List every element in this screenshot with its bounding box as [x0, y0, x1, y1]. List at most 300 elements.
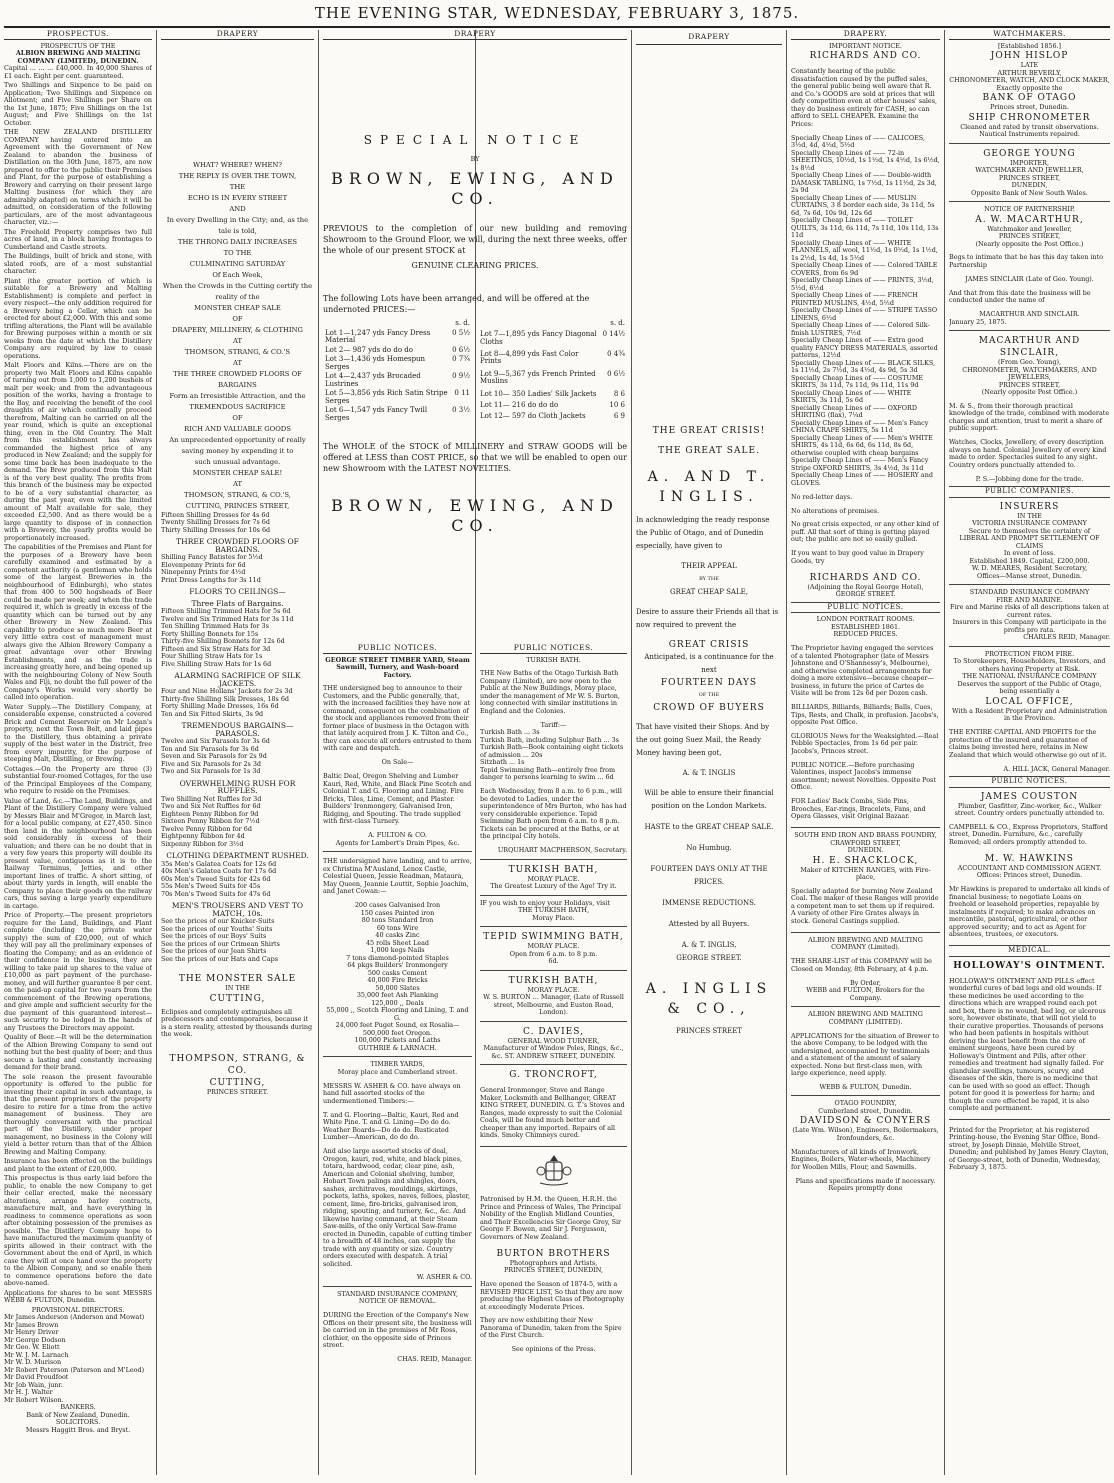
panorama: They are now exhibiting their New Panorama of Dunedin, taken from the Spire of the First Church. [480, 1316, 622, 1340]
price-line: Forty Shilling Made Dresses, 16s 6d [161, 702, 279, 710]
princes-street: PRINCES STREET [676, 1027, 742, 1035]
macarthur: A. W. MACARTHUR, [975, 214, 1084, 225]
director: Mr Geo. W. Eliott [4, 1343, 60, 1351]
divider [791, 827, 940, 828]
goods-item: 45 rolls Sheet Lead [365, 938, 430, 947]
ad-line: An unprecedented opportunity of really [169, 435, 306, 444]
column-header: DRAPERY. [791, 30, 940, 40]
divider [791, 1095, 940, 1096]
column-drapery-richards [791, 30, 940, 1475]
inglis-name: A. AND T. INGLIS. [647, 469, 771, 505]
importer: IMPORTER, [1009, 158, 1050, 167]
thomson-strang-ad [161, 160, 314, 512]
price-line: Twenty Shilling Dresses for 7s 6d [161, 518, 270, 526]
price-line: Sixteen Penny Ribbon for 7½d [161, 817, 260, 825]
director: Mr Henry Driver [4, 1328, 59, 1336]
price-heading: FLOORS TO CEILINGS— [189, 587, 286, 596]
price-line: Five and Six Parasols for 2s 3d [161, 759, 262, 768]
column-header: DRAPERY [323, 30, 627, 40]
hawkins-body: Mr Hawkins is prepared to undertake all kinds of financial business; to negotiate Loans on freehold or leasehold properties, repayable by instalments if required; to make advances on mercantile, pastoral, agricultural, or other approved security; and to act as Agent for absentees, trustees, or executors. [949, 885, 1110, 939]
paragraph: This prospectus is thus early laid before the public, to enable the new Company to get their cellar erected, make the necessary alterations, arrange barley contracts, manufacture malt, and have everything in readiness to commence operations as soon after obtaining possession of the premises as possible. The Distillery Company hope to have manufactured the maximum quantity of spirits allowed in their contract with the Government about the end of April, in which case they will at once hand over the property to the Albion Company, and so enable them to commence operations before the date above-named. [4, 1174, 152, 1287]
column-drapery-thomson [161, 30, 314, 1475]
ad-line: AT [232, 336, 243, 345]
princes-4: PRINCES STREET, [998, 380, 1061, 389]
brown-ewing-ad [323, 30, 627, 642]
event: In event of loss. [1003, 549, 1056, 558]
estab: ESTABLISHED 1861. [830, 622, 901, 631]
goods-item: 50,000 Slates [375, 983, 420, 992]
ad-line: THE [229, 182, 246, 191]
masthead [0, 0, 1114, 28]
victoria-body: Secure to themselves the certainty of [968, 526, 1091, 535]
ad-line: TREMENDOUS SACRIFICE [189, 402, 286, 411]
press: See opinions of the Press. [511, 1345, 596, 1354]
plans: Plans and specifications made if necessary. [795, 1176, 936, 1185]
price-line: Specially Cheap Lines of —— FRENCH PRINTED MUSLINS, 4½d, 5½d [791, 291, 918, 307]
column-drapery-inglis [636, 30, 782, 1475]
thomson-price-lists [161, 512, 314, 964]
section-heading: PUBLIC NOTICES. [791, 602, 940, 614]
ad-line: THE REPLY IS OVER THE TOWN, [178, 171, 297, 180]
appeal: THEIR APPEAL [681, 562, 737, 570]
goods-item: 80 tons Standard Iron [361, 916, 434, 925]
foundry: SOUTH END IRON AND BRASS FOUNDRY, CRAWFORD STREET, [794, 831, 937, 847]
hill: A. HILL JACK, General Manager. [1003, 764, 1110, 773]
ad-line: THE THREE CROWDED FLOORS OF [173, 369, 302, 378]
lots-header-row [478, 319, 627, 330]
price-line: Eighteen Penny Ribbon for 9d [161, 809, 259, 818]
cleaned: Cleaned and rated by transit observations. Nautical Instruments repaired. [960, 122, 1099, 138]
hawkins-addr: Offices: Princes street, Dunedin. [976, 871, 1083, 880]
cutting-2: CUTTING, [209, 1077, 266, 1088]
fire-body: Fire and Marine risks of all descriptions taken at current rates. [950, 603, 1109, 619]
ad-line: Form an Irresistible Attraction, and the [169, 391, 306, 400]
price-line: 55s Men's Tweed Suits for 45s [161, 882, 261, 890]
moray-2: Moray Place. [532, 913, 575, 922]
ad-line: BARGAINS [218, 380, 257, 389]
masthead-rule [4, 26, 1110, 28]
director: Mr David Proudfoot [4, 1373, 69, 1381]
ad-line: ECHO IS IN EVERY STREET [187, 193, 288, 202]
for-ladies: FOR Ladies' Back Combs, Side Pins, Brooches, Ear-rings, Bracelets, Fans, and Opera Glasses, visit Original Bazaar. [791, 797, 926, 821]
price-line: Specially Cheap Lines of —— Men's Fancy Stripe OXFORD SHIRTS, 3s 4½d, 3s 11d [791, 456, 929, 472]
guthrie: GUTHRIE & LARNACH. [358, 1043, 437, 1052]
lot-price: 0 14½ [602, 330, 625, 339]
column-rule [318, 30, 319, 1475]
princes-3: PRINCES STREET, [998, 232, 1061, 240]
goods-item: 200 cases Galvanised Iron [354, 901, 441, 910]
great-crisis-2: GREAT CRISIS [668, 640, 750, 650]
paragraph: The sole reason the present favourable opportunity is offered to the public for investing their capital in such advantage, is that the present proprietors of the property desire to retire for a time from the active management of business. They are thoroughly conversant with the practical part of the Distillery, under proper management, no business in the Colony will yield a better return than that of the Albion Brewing and Malting Company. [4, 1072, 152, 1156]
monster-sale: THE MONSTER SALE [178, 974, 297, 984]
lots-header-cell [478, 319, 601, 330]
by: BY [470, 154, 480, 163]
ad-line: RICH AND VALUABLE GOODS [184, 424, 291, 433]
lot-price: 8 6 [613, 389, 625, 398]
paragraph: Plant (the greater portion of which is suitable for a Brewery and Malting Establishment) is complete and perfect in every respect—the only addition required for a Brewery being a Cellar, which can be erected for about £2,000. With this and some trifling alterations, the Plant will be available for Brewing purposes within a month or six weeks from the date at which the Distillery Company are required by law to cease operations. [4, 276, 152, 360]
in-the: IN THE [1017, 511, 1042, 520]
price-line: Print Dress Lengths for 3s 11d [161, 575, 261, 584]
paragraph: Cottages.—On the Property are three (3) substantial four-roomed Cottages, for the use of the Principal Employees of the Company, who require to reside on the Premises. [4, 764, 152, 795]
lot-description: Lot 7—1,895 yds Fancy Diagonal Cloths [480, 330, 597, 346]
lot-row [323, 355, 472, 372]
price-heading: Three Flats of Bargains. [191, 598, 284, 608]
asher-items: T. and G. Flooring—Baltic, Kauri, Red and White Pine. T. and G. Lining—Do do do. Weather Boards—Do do do. Rusticated Lumber—American, do do do. [323, 1110, 459, 1142]
column-rule [944, 30, 945, 1475]
great-sale: THE GREAT SALE. [658, 446, 760, 456]
burton-addr: PRINCES STREET, DUNEDIN, [504, 1266, 603, 1275]
director: Mr George Dodson [4, 1335, 66, 1344]
goods-item: 125,000 ,, Deals [371, 998, 424, 1007]
divider [949, 646, 1110, 647]
price-line: Ten Shilling Trimmed Hats for 3s [161, 622, 269, 630]
price-line: See the prices of our Jean Shirts [161, 947, 267, 955]
albion-2: ALBION BREWING AND MALTING COMPANY (LIMITED). [808, 1010, 923, 1026]
price-line: Five Shilling Straw Hats for 1s 6d [161, 659, 272, 668]
price-line: Eightpenny Ribbon for 4d [161, 832, 245, 840]
established: [Established 1856.] [997, 41, 1062, 50]
price-line: Specially Cheap Lines of —— WHITE FLANNELS, all wool, 11½d, 1s 0½d, 1s 1½d, 1s 2½d, 1s 4d, 1s 5½d [791, 238, 938, 262]
lot-row [323, 346, 472, 356]
reduced: REDUCED PRICES. [833, 630, 898, 639]
ad-line: Of Each Week, [212, 270, 263, 279]
divider [480, 1064, 627, 1065]
national: THE NATIONAL INSURANCE COMPANY [962, 672, 1097, 681]
lot-price: 0 6½ [452, 345, 470, 354]
lot-price: 0 11 [454, 389, 470, 397]
lot-description: Lot 8—4,899 yds Fast Color Prints [480, 349, 579, 366]
goods-item: 1,000 kegs Nails [370, 946, 425, 955]
ad-line: AND [229, 204, 246, 213]
important-notice: IMPORTANT NOTICE. [829, 41, 902, 50]
holloway-body: HOLLOWAY'S OINTMENT AND PILLS effect wonderful cures of bad legs and old wounds. If these medicines be used according to the directions which are wrapped round each pot and box, there is no wound, bad leg, or ulcerous sore, however obstinate, that will not yield to their curative properties. Thousands of persons who had been patients in hospitals without deriving the least benefit from the care of eminent surgeons, have been cured by Holloway's Ointment and Pills, after other remedies and treatment had signally failed. For glandular swellings, tumours, scurvy, and diseases of the skin, there is no medicine that can be used with so good an effect. Though potent for good it is powerless for harm; and though the cure effected be rapid, it is also complete and permanent. [949, 976, 1106, 1113]
asher-body: And also large assorted stocks of deal, Oregon, kauri, red, white, and black pines, totara, hardwood, cedar, clear pine, ash, American and Colonial shelving, lumber, Hobart Town palings and shingles, doors, sashes, architraves, mouldings, skirtings, pockets, laths, spokes, naves, felloes, plaster, cement, lime, fire-bricks, galvanised iron, ridging, spouting, and turnery, &c., &c. And likewise having command, at their Steam Saw-mills, of the only Vertical Saw-frame erected in Dunedin, capable of cutting timber to a breadth of 48 inches, can supply the trade with any quantity or size. Country orders executed with despatch. A trial solicited. [323, 1147, 472, 1268]
opp-bank: Opposite Bank of New South Wales. [971, 188, 1088, 197]
bath-2: TURKISH BATH, [508, 864, 599, 875]
share-list: THE SHARE-LIST of this COMPANY will be Closed on Monday, 8th February, at 4 p.m. [791, 957, 932, 973]
tariff-item: Tepid Swimming Bath—entirely free from danger to persons learning to swim ... 6d [480, 765, 616, 782]
thompson-name: THOMPSON, STRANG, & CO. [169, 1053, 306, 1076]
price-line: Specially Cheap Lines of —— CALICOES, 3½d, 4d, 4½d, 5½d [791, 133, 925, 150]
price-line: Specially Cheap Lines of —— 72-in SHEETINGS, 10½d, 1s 1½d, 1s 4½d, 1s 6½d, 1s 8½d [791, 148, 940, 172]
immense: IMMENSE REDUCTIONS. [662, 899, 756, 907]
column-header: WATCHMAKERS. [949, 30, 1110, 40]
price-line: Forty Shilling Bonnets for 15s [161, 629, 259, 638]
lots-left [323, 319, 472, 423]
firm-name-2: BROWN, EWING, AND CO. [331, 496, 619, 535]
sixd: 6d. [548, 957, 559, 966]
beverly: ARTHUR BEVERLY, [997, 68, 1062, 77]
divider [480, 926, 627, 927]
hawkins-sub: ACCOUNTANT AND COMMISSION AGENT. [957, 863, 1102, 872]
solicitors: Messrs Haggitt Bros. and Bryst. [25, 1425, 131, 1434]
price-line: Two Shilling Net Ruffles for 3d [161, 794, 262, 803]
goods-item: 7 tons diamond-pointed Staples [346, 953, 449, 962]
ack: In acknowledging the ready response the Public of Otago, and of Dunedin especially, have given to [636, 516, 770, 550]
divider [480, 859, 627, 860]
paragraph: Quality of Beer.—It will be the determination of the Albion Brewing Company to send out nothing but the best quality of beer; and thus secure a lasting and constantly increasing demand for their brand. [4, 1033, 152, 1071]
column-public-notices-1 [323, 644, 472, 1475]
sign-2: GEORGE STREET. [676, 954, 742, 962]
divider [480, 1021, 627, 1022]
holloway: HOLLOWAY'S OINTMENT. [953, 960, 1106, 971]
price-line: See the prices of our Crimean Shirts [161, 939, 280, 948]
of-the: OF THE [698, 692, 720, 698]
big-name: A. INGLIS & CO., [645, 981, 773, 1017]
hawkins: M. W. HAWKINS [985, 853, 1074, 864]
ad-line: When the Crowds in the Cutting certify the [162, 281, 313, 290]
lot-price: 0 5½ [452, 328, 470, 337]
timber-body: THE undersigned beg to announce to their Customers, and the Public generally, that, with the increased facilities they have now at command, consequent on the combination of the stock and appliances removed from their former place of business in the Octagon with that lately acquired from J. K. Tilton and Co., they can execute all orders entrusted to them with care and despatch. [323, 684, 472, 753]
price-line: Four Shilling Straw Hats for 1s [161, 652, 263, 660]
public-notice: PUBLIC NOTICE.—Before purchasing Valentines, inspect Jacobs's immense assortment; newest Novelties. Opposite Post Office. [791, 760, 936, 792]
agents: Agents for Lambert's Drain Pipes, &c. [335, 838, 460, 847]
tariff-item: Turkish Bath ... 3s [480, 728, 540, 737]
richards-name-2: RICHARDS AND CO. [809, 572, 922, 583]
lot-description: Lot 11— 216 do do do [480, 400, 559, 409]
attested: Attested by all Buyers. [668, 920, 750, 928]
bankers-heading: BANKERS. [60, 1403, 96, 1411]
firm: MACARTHUR AND SINCLAIR. [979, 310, 1080, 319]
column-rule [631, 30, 632, 1475]
paragraph: Value of Land, &c.—The Land, Buildings, and Plant of the Distillery Company were valued by Messrs Blair and M'Gregor, in March last, for a local public company, at £27,450. Since then land in the neighbourhood has been sold considerably in excess of their valuation; and there can be no doubt that in a very few years this property will double its present value, contiguous as it is to the Railway Terminus, Jetties, and other important lines of traffic. A short sitting, of about thirty yards in length, will enable the Company to place their goods on the railway cars, thus saving a large yearly expenditure in cartage. [4, 796, 152, 910]
princes-street: PRINCES STREET. [206, 1087, 269, 1096]
offices: Offices—Manse street, Dunedin. [977, 571, 1082, 580]
ladies: Each Wednesday, from 8 a.m. to 6 p.m., will be devoted to Ladies, under the superintendence of Mrs Burton, who has had very considerable experience. Tepid Swimming Bath open from 6 a.m. to 8 p.m. Tickets can be procured at the Baths, or at the principal City hotels. [480, 787, 627, 841]
ad-line: such unusual advantage. [194, 457, 281, 466]
no-3: No great crisis expected, or any other kind of puff. All that sort of thing is getting played out; the public are not so easily gulled. [791, 520, 939, 544]
intro: PREVIOUS to the completion of our new building and removing Showroom to the Ground Floor, we will, during the next three weeks, offer the whole of our present STOCK at [323, 224, 627, 255]
price-line: Specially Cheap Lines of —— COSTUME SKIRTS, 3s 11d, 7s 11d, 9s 11d, 11s 9d [791, 373, 924, 390]
divider [323, 1056, 472, 1057]
desire: Desire to assure their Friends all that is now required to prevent the [636, 608, 779, 629]
lot-description: Lot 10— 350 Ladies' Silk Jackets [480, 389, 597, 398]
lot-row [478, 350, 627, 370]
goods-list [323, 902, 472, 1045]
paragraph: Two Shillings and Sixpence to be paid on Application; Two Shillings and Sixpence on Allotment; and Five Shillings per Share on the 1st June, 1875; Five Shillings on the 1st August; and Five Shillings on the 1st October. [4, 81, 152, 127]
protection: PROTECTION FROM FIRE. [984, 649, 1075, 658]
ad-line: DRAPERY, MILLINERY, & CLOTHING [172, 325, 303, 334]
goods-item: 64 pkgs Builders' Ironmongery [347, 961, 448, 970]
price-line: Ninepenny Prints for 4½d [161, 568, 246, 576]
bank: BANK OF OTAGO [982, 93, 1077, 103]
ad-line: MONSTER CHEAP SALE! [192, 468, 283, 477]
applications: APPLICATIONS for the situation of Brewer to the above Company, to be lodged with the undersigned, accompanied by testimonials and a statement of the amount of salary expected. None but first-class men, with large experience, need apply. [791, 1031, 939, 1078]
ad-line: CULMINATING SATURDAY [189, 259, 286, 268]
davidson-sub: (Late Wm. Wilson), Engineers, Boilermakers, Ironfounders, &c. [792, 1126, 939, 1142]
divider [791, 1006, 940, 1007]
tariff: Tariff:— [540, 720, 567, 729]
haste: HASTE to the GREAT CHEAP SALE. [644, 823, 774, 831]
eclipse-text: Eclipses and completely extinguishes all predecessors and contemporaries, because it is a stern reality, attested by thousands during the week. [161, 1007, 313, 1038]
column-header: PUBLIC NOTICES. [323, 644, 472, 654]
divider [323, 851, 472, 852]
price-line: Specially Cheap Lines of —— Colored TABLE COVERS, from 6s 9d [791, 261, 938, 277]
moray-3: MORAY PLACE. [527, 942, 580, 951]
meares: W. D. MEARES, Resident Secretary, [971, 564, 1088, 573]
director: Mr Robert Paterson (Paterson and M'Leod) [4, 1365, 145, 1374]
in-the: IN THE [225, 984, 250, 992]
davies-sub: GENERAL WOOD TURNER, [507, 1036, 600, 1045]
standard: STANDARD INSURANCE COMPANY [969, 588, 1090, 597]
webb: WEBB and FULTON, Brokers for the Company. [806, 986, 925, 1002]
lot-price: 0 4¾ [607, 349, 625, 358]
lots-intro: The following Lots have been arranged, and will be offered at the undernoted PRICES:— [323, 294, 590, 314]
company-name: ALBION BREWING AND MALTING COMPANY (LIMITED), DUNEDIN. [15, 49, 141, 65]
column-header: PROSPECTUS. [4, 30, 152, 40]
price-line: Specially Cheap Lines of —— PRINTS, 3½d, 5½d, 6½d [791, 276, 934, 292]
directors-list [4, 1314, 152, 1404]
price-line: Ten and Six Fitted Skirts, 3s 9d [161, 709, 264, 718]
director: Mr James Anderson (Anderson and Mowat) [4, 1313, 145, 1321]
begs: Begs to intimate that he has this day taken into Partnership [949, 253, 1103, 269]
lot-description: Lot 3—1,436 yds Homespun Serges [325, 355, 426, 371]
divider [323, 1286, 472, 1287]
princes: Princes street, Dunedin. [990, 103, 1069, 111]
column-rule [786, 30, 787, 1475]
price-line: See the prices of our Hats and Caps [161, 954, 279, 963]
late: LATE [1020, 61, 1039, 69]
director: Mr James Brown [4, 1320, 59, 1329]
opposite: Exactly opposite the [996, 83, 1063, 92]
price-line: Fifteen and Six Straw Hats for 3d [161, 644, 271, 653]
price-heading: THREE CROWDED FLOORS OF BARGAINS. [176, 537, 299, 554]
hislop: JOHN HISLOP [990, 51, 1069, 61]
richards-body: Constantly hearing of the public dissatisfaction caused by the puffed sales, the general public being well aware that R. and Co.'s GOODS are sold at prices that will defy competition even at other houses' sales, they do business entirely for CASH, so can afford to SELL CHEAPER. Examine the Prices: [791, 67, 938, 128]
davidson: DAVIDSON & CONYERS [799, 1116, 932, 1127]
price-line: Two and Six Parasols for 1s 3d [161, 767, 261, 775]
capital: Capital ... ... ... £40,000. In 40,000 Shares of £1 each. Eight per cent. guaranteed. [4, 64, 152, 80]
price-line: Specially Cheap Lines of —— Colored Silk-finish LUSTRES, 7½d [791, 321, 930, 337]
burton: W. S. BURTON ... Manager, (Late of Russell street, Melbourne, and Euston Road, London). [483, 993, 624, 1017]
cheap-sale: GREAT CHEAP SALE, [670, 588, 748, 596]
estab-2: Established 1849. Capital, £200,000. [969, 556, 1090, 565]
newspaper-title: THE EVENING STAR, WEDNESDAY, FEBRUARY 3, 1875. [314, 4, 800, 22]
section-heading: MEDICAL. [949, 945, 1110, 957]
no-2: No alterations of premises. [791, 506, 880, 515]
on-sale: On Sale— [381, 758, 414, 767]
open: Open from 6 a.m. to 8 p.m. [509, 949, 598, 958]
column-header: PUBLIC NOTICES. [480, 644, 627, 654]
price-line: Specially Cheap Lines of —— Double-width DAMASK TABLING, 1s 7½d, 1s 11½d, 2s 3d, 2s 9d [791, 171, 937, 195]
asher-sign: W. ASHER & CO. [416, 1273, 472, 1282]
sinclair: JAMES SINCLAIR (Late of Geo. Young). [965, 274, 1094, 283]
ad-line: reality of the [215, 292, 260, 301]
lot-price: 10 6 [609, 400, 625, 409]
royal-arms-icon [480, 1153, 627, 1190]
price-line: 60s Men's Tweed Suits for 42s 6d [161, 874, 271, 883]
ms: M. & S., from their thorough practical knowledge of the trade, combined with moderate charges and attention, trust to merit a share of public support. [949, 401, 1110, 433]
removal: NOTICE OF REMOVAL. [358, 1297, 437, 1306]
lot-row [478, 401, 627, 412]
column-public-notices-2 [480, 644, 627, 1475]
lot-row [478, 390, 627, 401]
fourteen-2: FOURTEEN DAYS ONLY AT THE PRICES. [650, 865, 768, 886]
tepid: TEPID SWIMMING BATH, [483, 932, 624, 943]
price-line: Twelve Penny Ribbon for 6d [161, 824, 252, 833]
dunedin: DUNEDIN, [1011, 181, 1048, 189]
reid: CHAS. REID, Manager. [397, 1355, 472, 1364]
lots-header-cell: s. d. [610, 319, 625, 327]
price-line: See the prices of our Boys' Suits [161, 932, 267, 940]
entire: THE ENTIRE CAPITAL AND PROFITS for the protection of the insured and guarantee of claims being invested here, retains in New Zealand that which would otherwise go out of it. [949, 728, 1107, 759]
tariff-list [480, 729, 627, 782]
column-prospectus [4, 30, 152, 1475]
column-rule [156, 30, 157, 1475]
lot-price: 0 9½ [452, 372, 470, 380]
troncroft-body: General Ironmonger, Stove and Range Maker, Locksmith and Bellhanger, GREAT KING STREET, DUNEDIN. G. T.'s Stoves and Ranges, made expressly to suit the Colonial Coals, will be found much better and cheaper than any imported. Repairs of all kinds. Smoky Chimneys cured. [480, 1086, 625, 1140]
goods-item: 40,000 Fire Bricks [367, 976, 428, 985]
maker-body: Specially adapted for burning New Zealand Coal. The maker of these Ranges will provide a competent man to set them up if required. A variety of other Fire Grates always in stock. General Castings supplied. [791, 886, 939, 925]
burton-sub: Photographers and Artists, [509, 1258, 598, 1267]
price-line: Two and Six Net Ruffles for 6d [161, 802, 261, 810]
burton-brothers: BURTON BROTHERS [496, 1248, 611, 1259]
moray: MORAY PLACE. [527, 874, 580, 883]
bath-3: THE TURKISH BATH, [517, 906, 590, 915]
price-heading: ALARMING SACRIFICE OF SILK JACKETS. [174, 671, 301, 688]
able: Will be able to ensure their financial position on the London Markets. [644, 789, 774, 810]
paragraph: The Buildings, built of brick and stone, with slated roofs, are of a most substantial character. [4, 252, 152, 275]
price-line: Shilling Fancy Batistes for 5½d [161, 553, 263, 561]
lot-description: Lot 4—2,437 yds Brocaded Lustrines [325, 372, 421, 388]
lot-description: Lot 6—1,547 yds Fancy Twill Serges [325, 406, 428, 422]
yards-sub: Moray place and Cumberland street. [337, 1067, 458, 1076]
price-heading: OVERWHELMING RUSH FOR RUFFLES. [179, 778, 296, 795]
anticipated: Anticipated, is a continuance for the next [644, 653, 774, 674]
paragraph: Water Supply.—The Distillery Company, at considerable expense, constructed a covered Brick and Cement Reservoir on Mr Logan's property, next the Town Belt, and laid pipes to the Distillery, thus obtaining a private supply of the best water in the District, free from every impurity, for the purpose of steeping Malt, Distilling, or Brewing. [4, 702, 152, 763]
troncroft: G. TRONCROFT, [509, 1070, 598, 1081]
goods-item: 500,000 feet Oregon. [362, 1028, 433, 1037]
otago-sub: Cumberland street, Dunedin. [818, 1106, 913, 1115]
price-line: Specially Cheap Lines of —— OXFORD SHIRTING (flax), 7¼d [791, 403, 917, 420]
printed: Printed for the Proprietor, at his registered Printing-house, the Evening Star Office, Bond-street, by Joseph Dinnie, Melville Street, Dunedin; and published by James Henry Clayton, of George-street, both of Dunedin, Wednesday, February 3, 1875. [949, 1125, 1109, 1172]
goods-item: 35,000 feet Ash Planking [356, 991, 439, 1000]
from-young: (From Geo. Young), [998, 358, 1061, 367]
lot-row [323, 329, 472, 346]
lot-row [478, 412, 627, 423]
richards-items [791, 135, 940, 488]
price-line: Specially Cheap Lines of —— TOILET QUILTS, 3s 11d, 6s 11d, 7s 11d, 10s 11d, 13s 11d [791, 216, 939, 240]
genuine-prices: GENUINE CLEARING PRICES. [411, 261, 539, 270]
partnership: NOTICE OF PARTNERSHIP. [984, 205, 1075, 213]
and-from: And that from this date the business will be conducted under the name of [949, 288, 1091, 305]
director: Mr Robert Wilson. [4, 1395, 64, 1404]
lot-price: 0 3½ [452, 406, 470, 414]
goods-item: 40 casks Zinc [375, 931, 420, 940]
section-heading: PUBLIC NOTICES. [949, 776, 1110, 788]
royal-patronage: Patronised by H.M. the Queen, H.R.H. the Prince and Princess of Wales, The Principal Nobility of the English Midland Counties, and Their Excellencies Sir George Grey, Sir George F. Bowen, and Sir J. Fergusson, Governors of New Zealand. [480, 1195, 622, 1241]
manufacturers: Manufacturers of all kinds of Ironwork, Engines, Boilers, Water-wheels, Machinery for Woollen Mills, Flour, and Sawmills. [791, 1147, 931, 1171]
lots-right [478, 319, 627, 423]
young: GEORGE YOUNG [983, 148, 1076, 159]
watchmaker: WATCHMAKER AND JEWELLER, [975, 166, 1084, 174]
davies: C. DAVIES, [523, 1026, 584, 1037]
chrono: CHRONOMETER, WATCH, AND CLOCK MAKER, [949, 76, 1110, 84]
local: LOCAL OFFICE, [985, 696, 1074, 707]
want: If you want to buy good value in Drapery Goods, try [791, 549, 924, 565]
moray-4: MORAY PLACE. [527, 985, 580, 994]
otago: OTAGO FOUNDRY, [834, 1099, 897, 1108]
divider [480, 895, 627, 896]
macarthur-sub: Watchmaker and Jeweller, [987, 224, 1072, 233]
paragraph: Price of Property.—The present proprietors require for the Land, Buildings, and Plant complete (including the private water supply) the sum of £20,000, out of which they will pay all the preliminary expenses of floating the Company; and as an evidence of their confidence in the business, they are willing to take paid up shares to the value of £10,000 as part payment of the purchase-money, and will further guarantee 8 per cent. on the paid-up capital for two years from the commencement of the Brewing operations, and give ample and sufficient security for the due payment of this guaranteed interest—such security to be lodged in the hands of any Trustees the Directors may appoint. [4, 911, 152, 1032]
bath-4: TURKISH BATH, [508, 975, 599, 986]
price-line: Twelve and Six Parasols for 3s 6d [161, 737, 270, 745]
princes-2: PRINCES STREET, [998, 173, 1061, 182]
couston: JAMES COUSTON [980, 791, 1079, 802]
price-line: Thirty Shilling Dresses for 10s 6d [161, 525, 271, 534]
reid: CHARLES REID, Manager. [1023, 633, 1110, 642]
